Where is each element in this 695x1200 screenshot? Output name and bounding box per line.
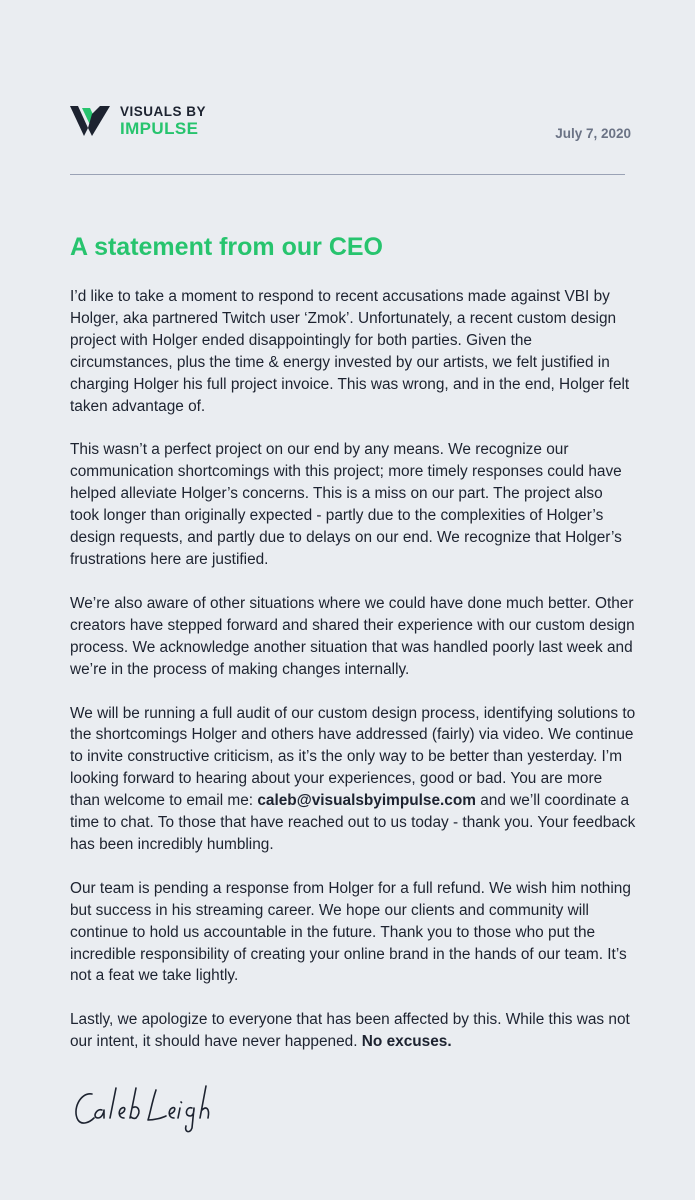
statement-date: July 7, 2020: [555, 126, 631, 141]
logo-line-2: IMPULSE: [120, 119, 199, 139]
paragraph-2: This wasn’t a perfect project on our end by any means. We recognize our communication shortcomings with this project; more timely responses could have helped alleviate Holger’s concerns. This is a miss on our part. The project also took longer than originally expected - partly due to the complexities of Holger’s design requests, and partly due to delays on our end. We recognize that Holger’s frustrations here are justified.: [70, 441, 622, 568]
paragraph-5: Our team is pending a response from Holger for a full refund. We wish him nothing but success in his streaming career. We hope our clients and community will continue to hold us accountable in the future. Thank you to those who put the incredible responsibility of creating your online brand in the hands of our team. It’s not a feat we take lightly.: [70, 879, 631, 985]
statement-body: [70, 286, 636, 1075]
paragraph-6: [70, 1009, 636, 1053]
paragraph-1: I’d like to take a moment to respond to recent accusations made against VBI by Holger, aka partnered Twitch user ‘Zmok’. Unfortunately, a recent custom design project with Holger ended disappointingly for both parties. Given the circumstances, plus the time & energy invested by our artists, we felt justified in charging Holger his full project invoice. This was wrong, and in the end, Holger felt taken advantage of.: [70, 288, 630, 415]
header-divider: [70, 174, 625, 175]
company-logo: [70, 104, 206, 138]
paragraph-4-text-start: We will be running a full audit of our custom design process, identifying solutions to the shortcomings Holger and others have addressed (fairly) via video. We continue to invite constructive criticism, as it’s the only way to be better than yesterday. I’m looking forward to hearing about your experiences, good or bad. You are more than welcome to email me:: [70, 704, 636, 810]
paragraph-3: We’re also aware of other situations where we could have done much better. Other creators have stepped forward and shared their experience with our custom design process. We acknowledge another situation that was handled poorly last week and we’re in the process of making changes internally.: [70, 594, 635, 678]
ceo-email: caleb@visualsbyimpulse.com: [257, 792, 476, 810]
signature-icon: [70, 1080, 230, 1140]
paragraph-6-text: Lastly, we apologize to everyone that has been affected by this. While this was not our intent, it should have never happened.: [70, 1011, 630, 1051]
page-title: A statement from our CEO: [70, 233, 384, 261]
closing-emphasis: No excuses.: [361, 1033, 452, 1051]
paragraph-4-text-end: and we’ll coordinate a time to chat. To those that have reached out to us today - thank you. Your feedback has been incredibly humbling.: [70, 792, 636, 853]
paragraph-4: [70, 703, 636, 856]
logo-line-1: VISUALS BY: [120, 103, 207, 119]
vbi-logo-icon: [70, 104, 112, 138]
